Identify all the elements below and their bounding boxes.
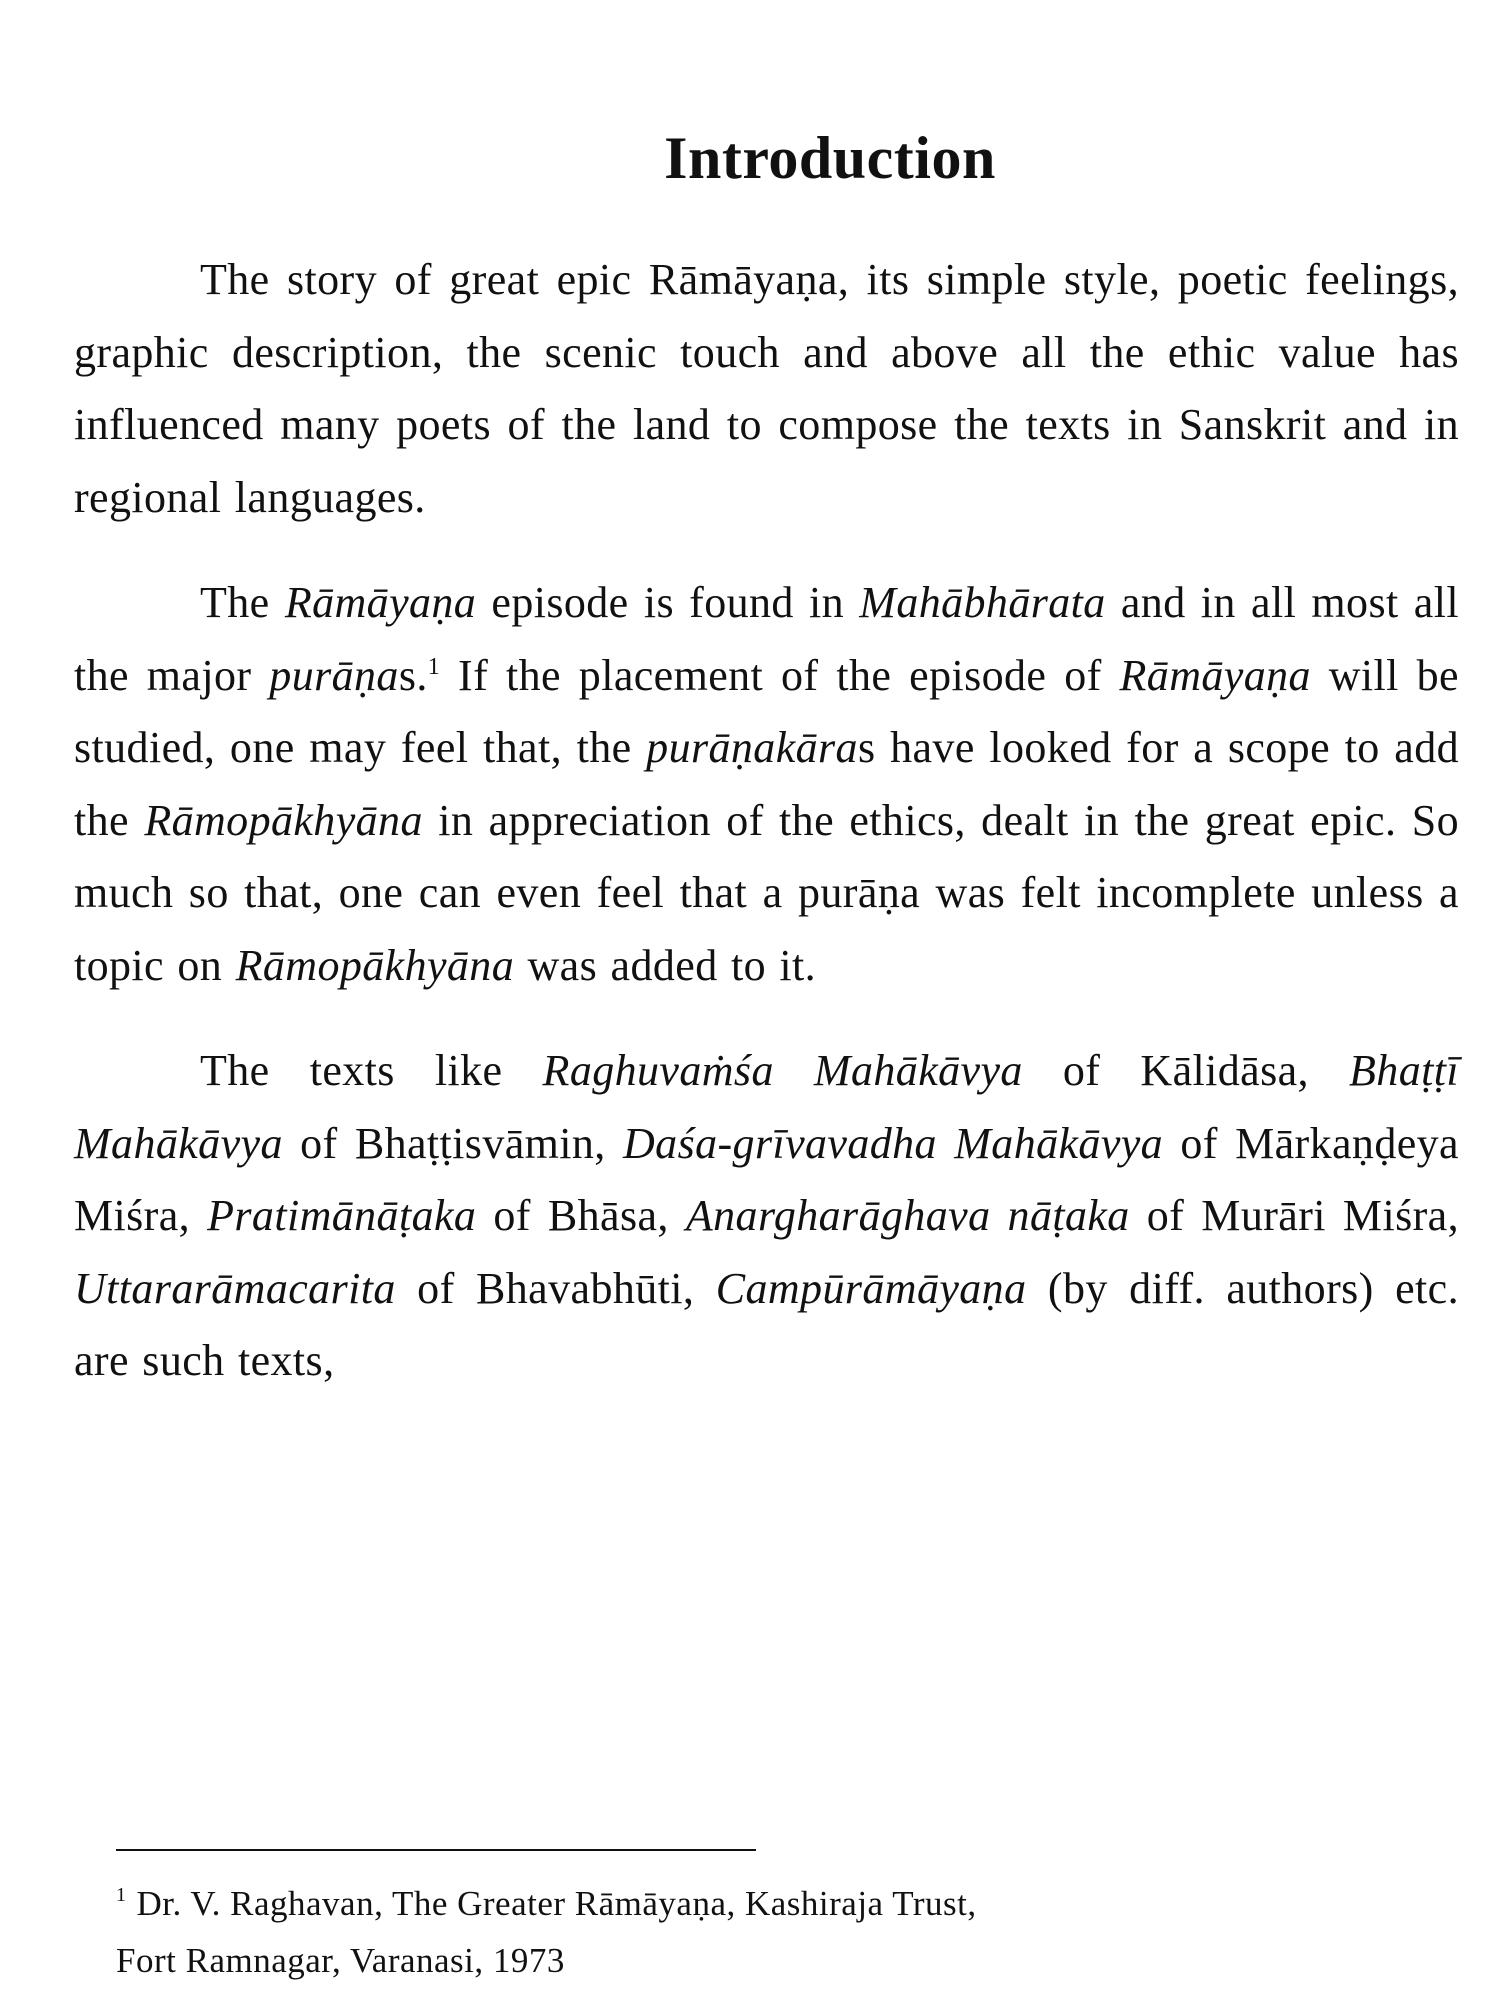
text-run: of Mārkaṇḍeya Miśra, (74, 1118, 1459, 1240)
text-run: (by diff. authors) etc. are such texts, (74, 1263, 1459, 1385)
footnote-divider (116, 1849, 756, 1851)
italic-term: Campūrāmāyaṇa (715, 1263, 1027, 1313)
italic-term: Uttararāmacarita (74, 1263, 396, 1313)
body-text (74, 244, 1459, 1431)
text-run: If the placement of the episode of (440, 650, 1120, 700)
italic-term: purāṇakāra (646, 723, 858, 772)
text-run: episode is found in (476, 578, 860, 627)
italic-term: Rāmāyaṇa (1119, 650, 1311, 700)
footnote-marker: 1 (116, 1884, 127, 1906)
text-run: will be studied, one may feel that, the (74, 650, 1459, 772)
footnote-line (116, 1932, 1416, 1989)
text-run: was added to it. (514, 940, 817, 990)
footnote-text: Fort Ramnagar, Varanasi, 1973 (116, 1941, 565, 1980)
italic-term: Pratimānāṭaka (207, 1191, 477, 1240)
italic-term: Bhaṭṭī Mahākāvya (74, 1046, 1459, 1168)
text-run: and in all most all the major (74, 578, 1459, 700)
italic-term: Daśa-grīvavadha Mahākāvya (623, 1118, 1164, 1168)
footnote (116, 1875, 1416, 1989)
text-run: of Bhavabhūti, (395, 1263, 716, 1313)
italic-term: purāṇa (269, 650, 399, 700)
page-title: Introduction (664, 125, 996, 191)
italic-term: Raghuvaṁśa Mahākāvya (542, 1046, 1023, 1095)
italic-term: Mahābhārata (859, 578, 1106, 627)
text-run: of Bhaṭṭisvāmin, (282, 1118, 623, 1168)
text-run: in appreciation of the ethics, dealt in the great epic. So much so that, one can even feel that a purāṇa was felt incomplete unless a topic on (74, 795, 1459, 990)
text-run: The (200, 578, 285, 627)
text-run: of Murāri Miśra, (1129, 1191, 1459, 1240)
text-run: of Bhāsa, (476, 1191, 686, 1240)
footnote-text: Dr. V. Raghavan, The Greater Rāmāyaṇa, Kashiraja Trust, (136, 1884, 977, 1923)
italic-term: Rāmāyaṇa (284, 578, 477, 627)
paragraph (74, 567, 1459, 1002)
footnote-line (116, 1875, 1416, 1932)
italic-term: Rāmopākhyāna (235, 940, 515, 990)
paragraph (74, 1035, 1459, 1398)
italic-term: Anargharāghava nāṭaka (685, 1191, 1130, 1240)
paragraph (74, 244, 1459, 534)
text-run: The story of great epic Rāmāyaṇa, its simple style, poetic feelings, graphic description, the scenic touch and above all the ethic value has influenced many poets of the land to compose the texts in Sanskrit and in regional languages. (74, 255, 1459, 522)
text-run: of Kālidāsa, (1022, 1046, 1350, 1095)
text-run: s. (398, 650, 428, 700)
text-run: The texts like (200, 1046, 543, 1095)
italic-term: Rāmopākhyāna (144, 795, 423, 845)
footnote-ref: 1 (427, 653, 441, 680)
text-run: s have looked for a scope to add the (74, 723, 1459, 845)
